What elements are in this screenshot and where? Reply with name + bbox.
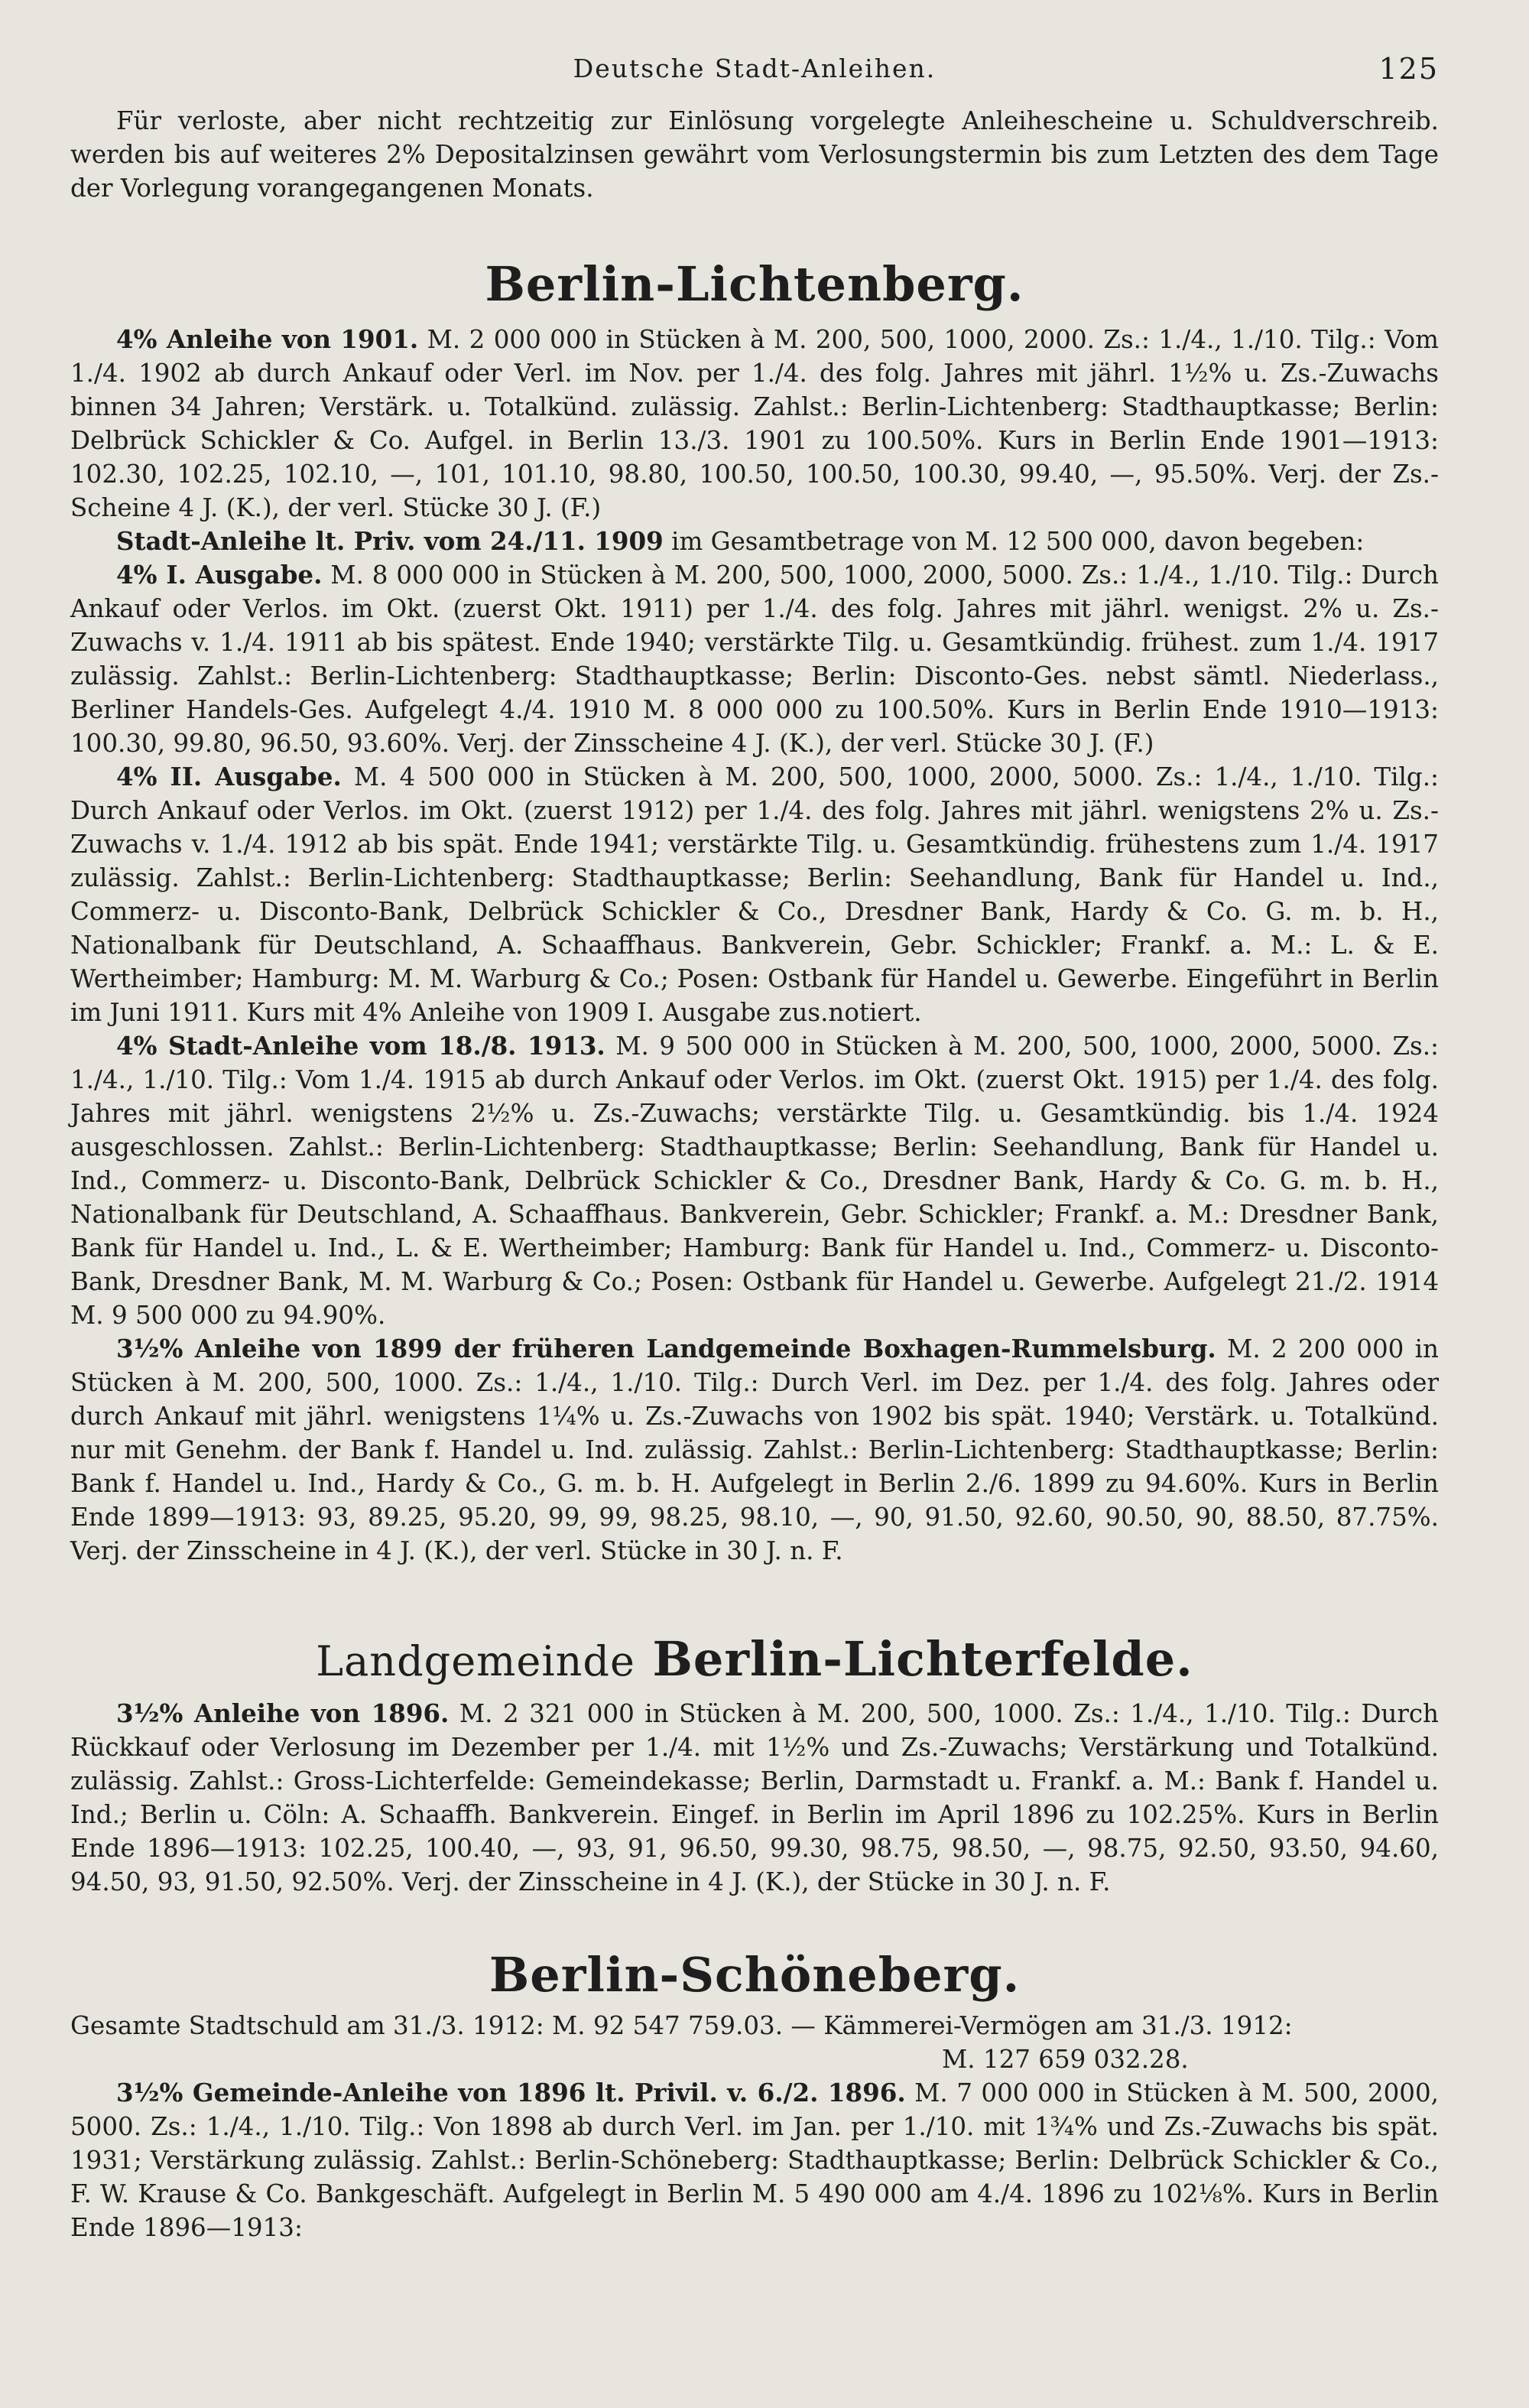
- schoeneberg-schuld: Gesamte Stadtschuld am 31./3. 1912: M. 92 547 759.03. — Kämmerei-Vermögen am 31./3. 1912:: [70, 2011, 1293, 2040]
- entry-lichtenberg-1901: [70, 323, 1439, 525]
- section-heading-lichtenberg: Berlin-Lichtenberg.: [485, 256, 1024, 312]
- entry-lichterfelde-1896: [70, 1697, 1439, 1899]
- page-number: 125: [1378, 52, 1439, 86]
- schoeneberg-vermoegen: M. 127 659 032.28.: [942, 2045, 1189, 2074]
- intro-paragraph: Für verloste, aber nicht rechtzeitig zur Einlösung vorgelegte Anleihescheine u. Schuldverschreib. werden bis auf weiteres 2% Depositalzinsen gewährt vom Verlosungstermin bis zum Letzten des dem Tage der Vorlegung vorangegangenen Monats.: [70, 106, 1439, 203]
- entry-text: M. 9 500 000 in Stücken à M. 200, 500, 1000, 2000, 5000. Zs.: 1./4., 1./10. Tilg.: Vom 1./4. 1915 ab durch Ankauf oder Verlos. im Okt. (zuerst Okt. 1915) per 1./4. des folg. Jahres mit jährl. wenigstens 2½% u. Zs.-Zuwachs; verstärkte Tilg. u. Gesamtkündig. bis 1./4. 1924 ausgeschlossen. Zahlst.: Berlin-Lichtenberg: Stadthauptkasse; Berlin: Seehandlung, Bank für Handel u. Ind., Commerz- u. Disconto-Bank, Delbrück Schickler & Co., Dresdner Bank, Hardy & Co. G. m. b. H., Nationalbank für Deutschland, A. Schaaffhaus. Bankverein, Gebr. Schickler; Frankf. a. M.: Dresdner Bank, Bank für Handel u. Ind., L. & E. Wertheimber; Hamburg: Bank für Handel u. Ind., Commerz- u. Disconto-Bank, Dresdner Bank, M. M. Warburg & Co.; Posen: Ostbank für Handel u. Gewerbe. Aufgelegt 21./2. 1914 M. 9 500 000 zu 94.90%.: [70, 1032, 1439, 1330]
- entry-text: M. 2 000 000 in Stücken à M. 200, 500, 1000, 2000. Zs.: 1./4., 1./10. Tilg.: Vom 1./4. 1902 ab durch Ankauf oder Verl. im Nov. per 1./4. des folg. Jahres mit jährl. 1½% u. Zs.-Zuwachs binnen 34 Jahren; Verstärk. u. Totalkünd. zulässig. Zahlst.: Berlin-Lichtenberg: Stadthauptkasse; Berlin: Delbrück Schickler & Co. Aufgel. in Berlin 13./3. 1901 zu 100.50%. Kurs in Berlin Ende 1901—1913: 102.30, 102.25, 102.10, —, 101, 101.10, 98.80, 100.50, 100.50, 100.30, 99.40, —, 95.50%. Verj. der Zs.-Scheine 4 J. (K.), der verl. Stücke 30 J. (F.): [70, 325, 1439, 522]
- entry-title: 3½% Anleihe von 1896.: [116, 1698, 450, 1728]
- entry-lichtenberg-ausgabe-1: [70, 558, 1439, 760]
- entry-schoeneberg-1896: [70, 2076, 1439, 2244]
- section-heading-schoeneberg: Berlin-Schöneberg.: [489, 1947, 1021, 2003]
- entry-text: M. 7 000 000 in Stücken à M. 500, 2000, 5000. Zs.: 1./4., 1./10. Tilg.: Von 1898 ab durch Verl. im Jan. per 1./10. mit 1¾% und Zs.-Zuwachs bis spät. 1931; Verstärkung zulässig. Zahlst.: Berlin-Schöneberg: Stadthauptkasse; Berlin: Delbrück Schickler & Co., F. W. Krause & Co. Bankgeschäft. Aufgelegt in Berlin M. 5 490 000 am 4./4. 1896 zu 102⅛%. Kurs in Berlin Ende 1896—1913:: [70, 2078, 1439, 2242]
- entry-title: 3½% Gemeinde-Anleihe von 1896 lt. Privil. v. 6./2. 1896.: [116, 2078, 906, 2107]
- entry-text: M. 2 321 000 in Stücken à M. 200, 500, 1000. Zs.: 1./4., 1./10. Tilg.: Durch Rückkauf oder Verlosung im Dezember per 1./4. mit 1½% und Zs.-Zuwachs; Verstärkung und Totalkünd. zulässig. Zahlst.: Gross-Lichterfelde: Gemeindekasse; Berlin, Darmstadt u. Frankf. a. M.: Bank f. Handel u. Ind.; Berlin u. Cöln: A. Schaaffh. Bankverein. Eingef. in Berlin im April 1896 zu 102.25%. Kurs in Berlin Ende 1896—1913: 102.25, 100.40, —, 93, 91, 96.50, 99.30, 98.75, 98.50, —, 98.75, 92.50, 93.50, 94.60, 94.50, 93, 91.50, 92.50%. Verj. der Zinsscheine in 4 J. (K.), der Stücke in 30 J. n. F.: [70, 1699, 1439, 1896]
- entry-boxhagen-1899: [70, 1332, 1439, 1568]
- entry-title: 4% I. Ausgabe.: [116, 560, 323, 590]
- heading-main: Berlin-Lichterfelde.: [652, 1631, 1193, 1687]
- entry-title: 3½% Anleihe von 1899 der früheren Landgemeinde Boxhagen-Rummelsburg.: [116, 1334, 1216, 1363]
- entry-text: im Gesamtbetrage von M. 12 500 000, davon begeben:: [663, 527, 1365, 556]
- heading-prefix: Landgemeinde: [316, 1637, 635, 1685]
- running-title: Deutsche Stadt-Anleihen.: [573, 54, 937, 83]
- entry-title: 4% Anleihe von 1901.: [116, 324, 419, 354]
- entry-title: 4% Stadt-Anleihe vom 18./8. 1913.: [116, 1031, 605, 1061]
- entry-title: 4% II. Ausgabe.: [116, 762, 342, 791]
- entry-lichtenberg-1913: [70, 1029, 1439, 1332]
- entry-text: M. 8 000 000 in Stücken à M. 200, 500, 1000, 2000, 5000. Zs.: 1./4., 1./10. Tilg.: Durch Ankauf oder Verlos. im Okt. (zuerst Okt. 1911) per 1./4. des folg. Jahres mit jährl. wenigst. 2% u. Zs.-Zuwachs v. 1./4. 1911 ab bis spätest. Ende 1940; verstärkte Tilg. u. Gesamtkündig. frühest. zum 1./4. 1917 zulässig. Zahlst.: Berlin-Lichtenberg: Stadthauptkasse; Berlin: Disconto-Ges. nebst sämtl. Niederlass., Berliner Handels-Ges. Aufgelegt 4./4. 1910 M. 8 000 000 zu 100.50%. Kurs in Berlin Ende 1910—1913: 100.30, 99.80, 96.50, 93.60%. Verj. der Zinsscheine 4 J. (K.), der verl. Stücke 30 J. (F.): [70, 561, 1439, 758]
- entry-text: M. 2 200 000 in Stücken à M. 200, 500, 1000. Zs.: 1./4., 1./10. Tilg.: Durch Verl. im Dez. per 1./4. des folg. Jahres oder durch Ankauf mit jährl. wenigstens 1¼% u. Zs.-Zuwachs von 1902 bis spät. 1940; Verstärk. u. Totalkünd. nur mit Genehm. der Bank f. Handel u. Ind. zulässig. Zahlst.: Berlin-Lichtenberg: Stadthauptkasse; Berlin: Bank f. Handel u. Ind., Hardy & Co., G. m. b. H. Aufgelegt in Berlin 2./6. 1899 zu 94.60%. Kurs in Berlin Ende 1899—1913: 93, 89.25, 95.20, 99, 99, 98.25, 98.10, —, 90, 91.50, 92.60, 90.50, 90, 88.50, 87.75%. Verj. der Zinsscheine in 4 J. (K.), der verl. Stücke in 30 J. n. F.: [70, 1334, 1439, 1565]
- entry-lichtenberg-ausgabe-2: [70, 760, 1439, 1029]
- entry-text: M. 4 500 000 in Stücken à M. 200, 500, 1000, 2000, 5000. Zs.: 1./4., 1./10. Tilg.: Durch Ankauf oder Verlos. im Okt. (zuerst 1912) per 1./4. des folg. Jahres mit jährl. wenigstens 2% u. Zs.-Zuwachs v. 1./4. 1912 ab bis spät. Ende 1941; verstärkte Tilg. u. Gesamtkündig. frühestens zum 1./4. 1917 zulässig. Zahlst.: Berlin-Lichtenberg: Stadthauptkasse; Berlin: Seehandlung, Bank für Handel u. Ind., Commerz- u. Disconto-Bank, Delbrück Schickler & Co., Dresdner Bank, Hardy & Co. G. m. b. H., Nationalbank für Deutschland, A. Schaaffhaus. Bankverein, Gebr. Schickler; Frankf. a. M.: L. & E. Wertheimber; Hamburg: M. M. Warburg & Co.; Posen: Ostbank für Handel u. Gewerbe. Eingeführt in Berlin im Juni 1911. Kurs mit 4% Anleihe von 1909 I. Ausgabe zus.notiert.: [70, 762, 1439, 1027]
- section-heading-lichterfelde: [70, 1629, 1439, 1692]
- entry-lichtenberg-1909: [70, 525, 1439, 558]
- running-head: [70, 46, 1439, 99]
- entry-title: Stadt-Anleihe lt. Priv. vom 24./11. 1909: [116, 526, 664, 556]
